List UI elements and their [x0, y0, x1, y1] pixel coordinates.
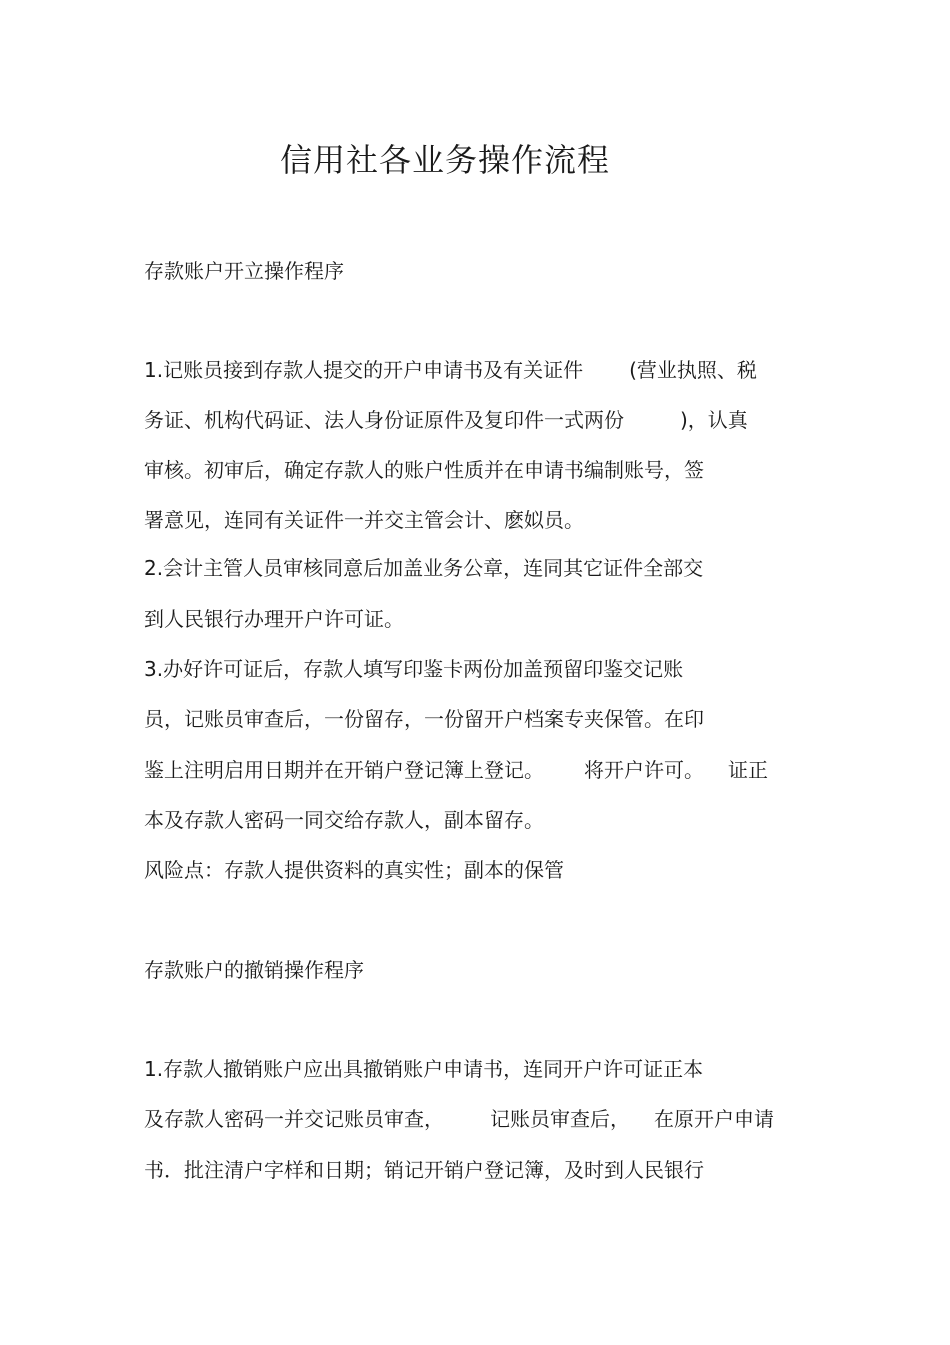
paragraph-line — [144, 1104, 774, 1134]
text-segment: 1.记账员接到存款人提交的开户申请书及有关证件 — [144, 358, 584, 382]
paragraph-line: 书．批注清户字样和日期；销记开销户登记簿，及时到人民银行 — [144, 1158, 704, 1182]
paragraph-line: 员，记账员审查后，一份留存，一份留开户档案专夹保管。在印 — [144, 707, 704, 731]
paragraph-line — [144, 755, 768, 785]
paragraph-line: 本及存款人密码一同交给存款人，副本留存。 — [144, 808, 544, 832]
section-heading-account-opening: 存款账户开立操作程序 — [144, 259, 344, 283]
text-segment: 鉴上注明启用日期并在开销户登记簿上登记。 — [144, 758, 544, 782]
text-segment: 及存款人密码一并交记账员审查， — [144, 1107, 444, 1131]
text-segment: 记账员审查后， — [490, 1107, 630, 1131]
paragraph-line: 到人民银行办理开户许可证。 — [144, 607, 404, 631]
text-segment: (营业执照、税 — [629, 358, 757, 382]
section-heading-account-closing: 存款账户的撤销操作程序 — [144, 958, 364, 982]
document-title: 信用社各业务操作流程 — [279, 141, 610, 179]
paragraph-line: 审核。初审后，确定存款人的账户性质并在申请书编制账号，签 — [144, 458, 704, 482]
paragraph-line: 3.办好许可证后，存款人填写印鉴卡两份加盖预留印鉴交记账 — [144, 657, 684, 681]
text-segment: 将开户许可。 — [584, 758, 704, 782]
text-segment: )，认真 — [680, 408, 748, 432]
risk-note-line: 风险点：存款人提供资料的真实性；副本的保管 — [144, 858, 564, 882]
text-segment: 务证、机构代码证、法人身份证原件及复印件一式两份 — [144, 408, 624, 432]
paragraph-line — [144, 405, 748, 435]
paragraph-line: 署意见，连同有关证件一并交主管会计、麽姒员。 — [144, 508, 584, 532]
text-segment: 证正 — [728, 758, 768, 782]
paragraph-line: 2.会计主管人员审核同意后加盖业务公章，连同其它证件全部交 — [144, 556, 704, 580]
paragraph-line — [144, 355, 757, 385]
paragraph-line: 1.存款人撤销账户应出具撤销账户申请书，连同开户许可证正本 — [144, 1057, 704, 1081]
text-segment: 在原开户申请 — [654, 1107, 774, 1131]
